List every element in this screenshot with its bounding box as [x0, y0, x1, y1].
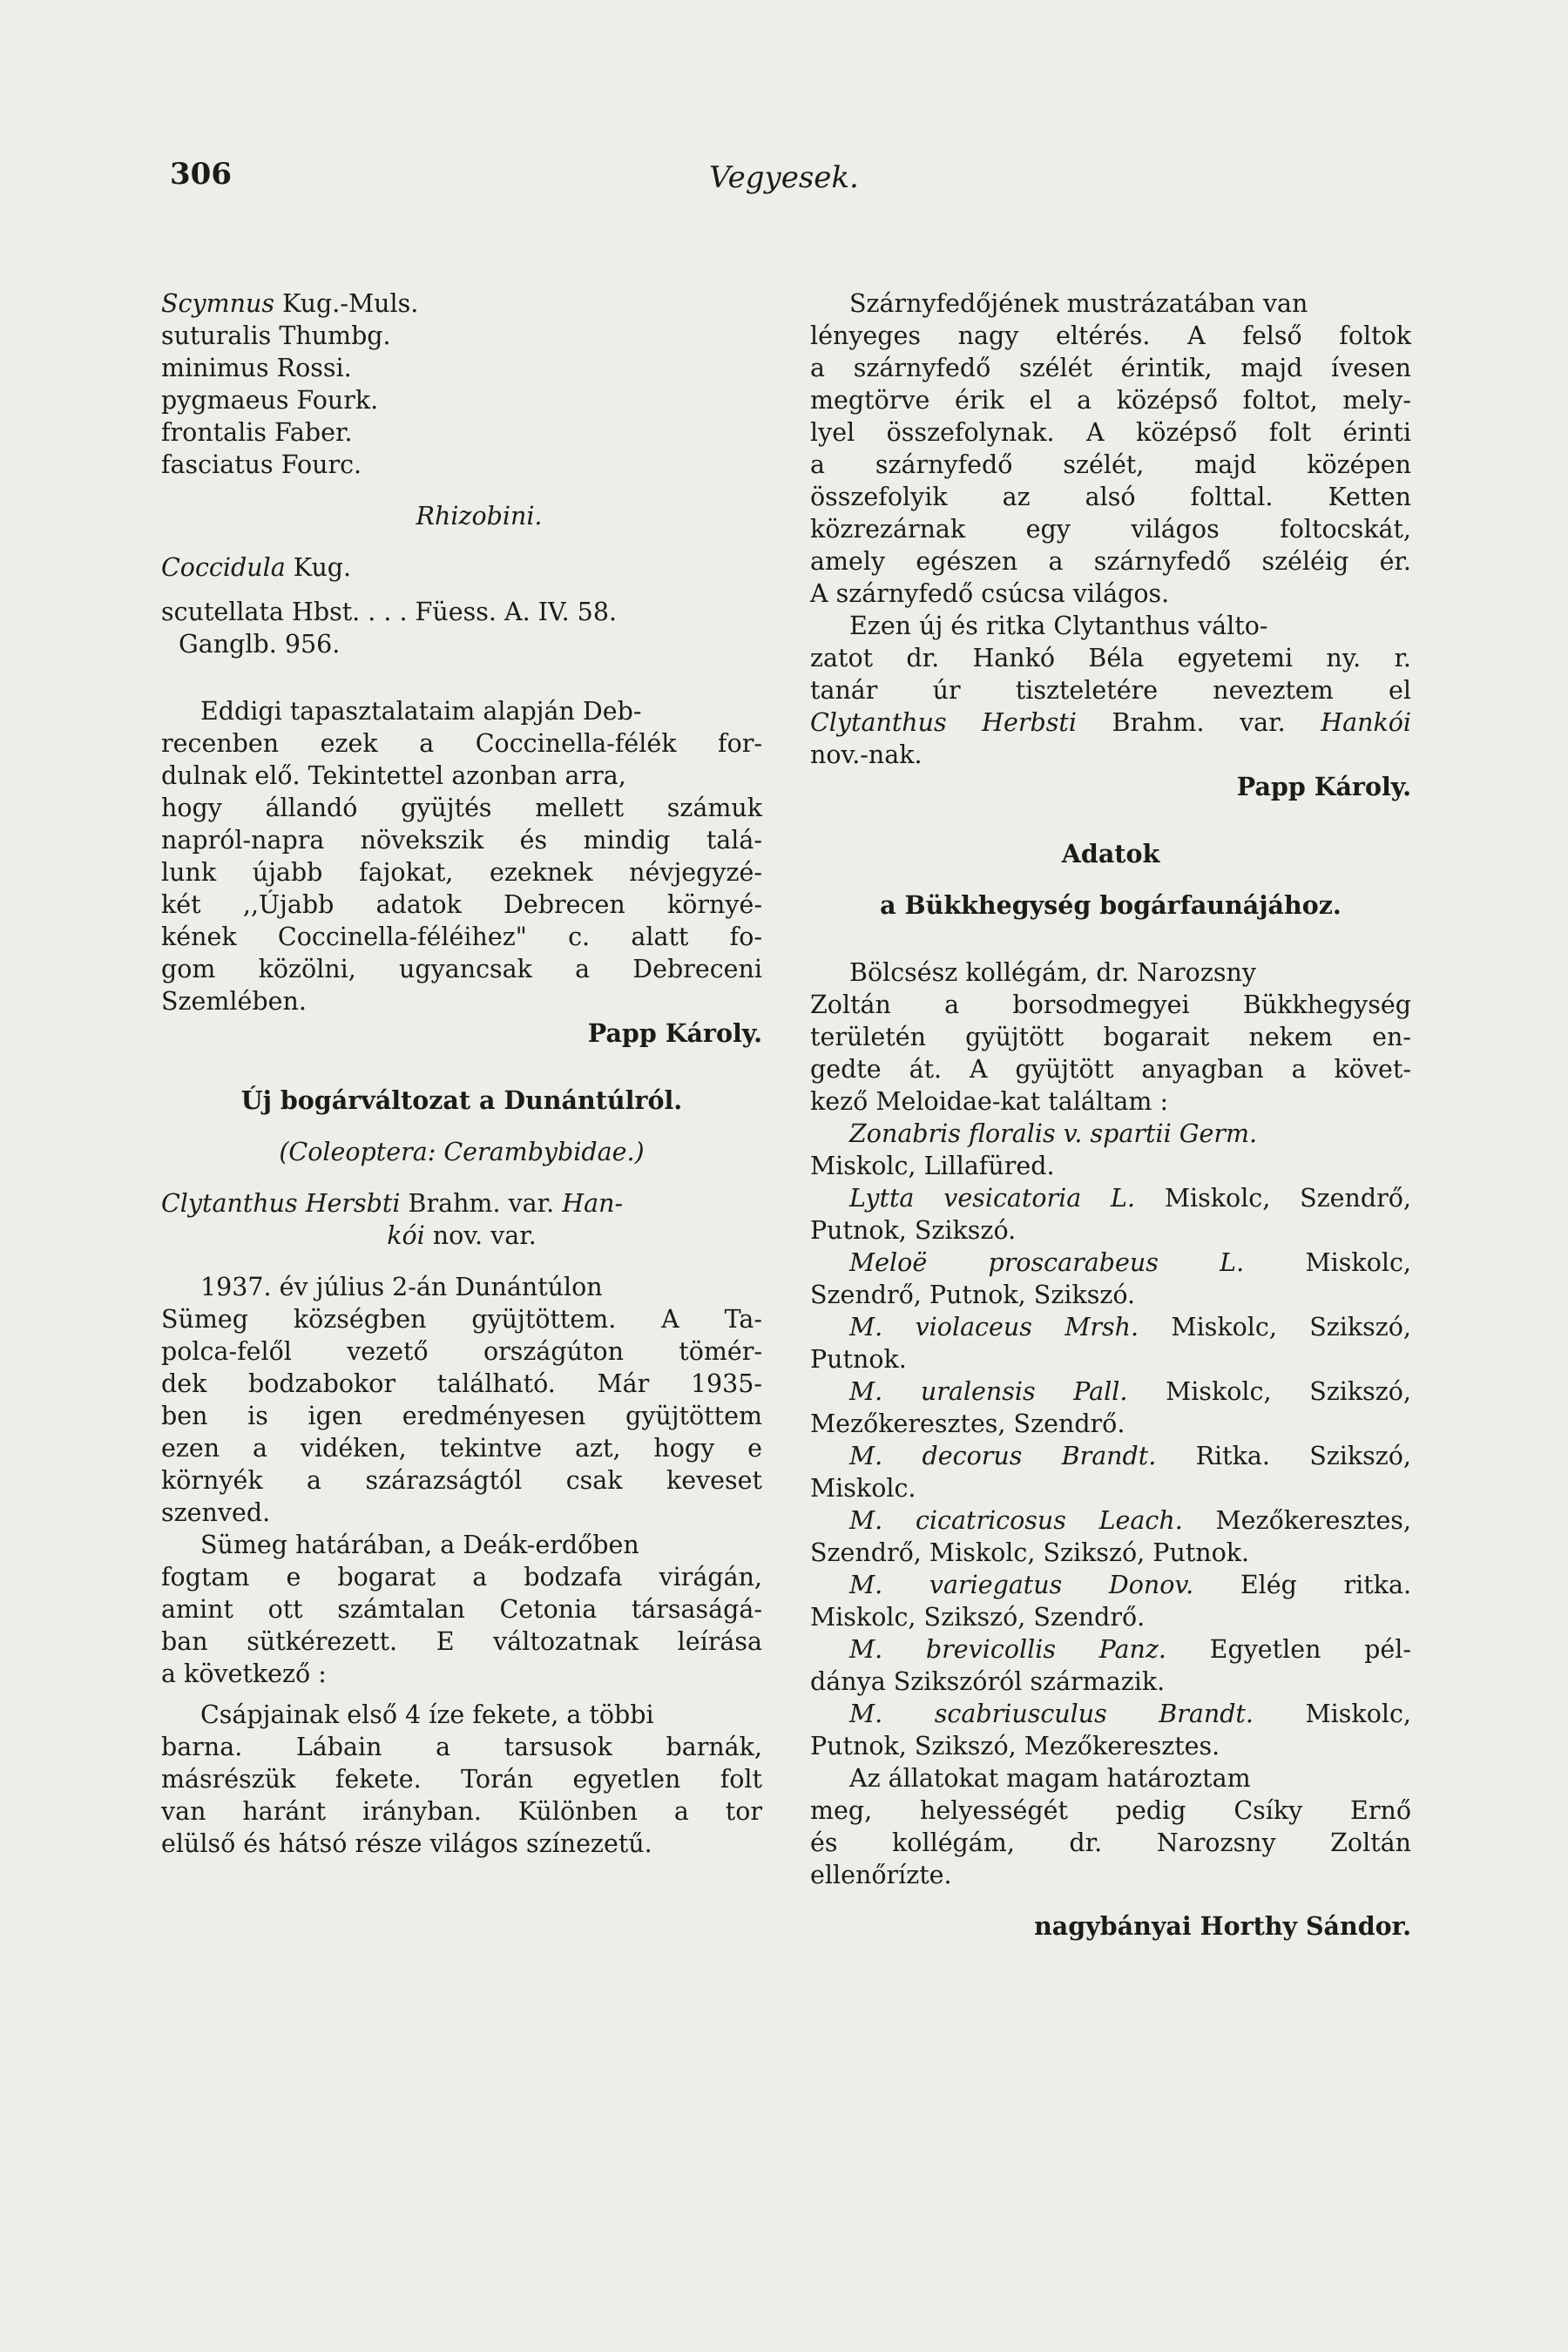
- species-name: Meloë proscarabeus L.: [849, 1248, 1245, 1277]
- text-line: [810, 706, 1411, 739]
- species-name: M. violaceus Mrsh.: [849, 1313, 1139, 1342]
- meloidae-list: [810, 1118, 1411, 1762]
- text-line: másrészük fekete. Torán egyetlen folt: [161, 1765, 762, 1794]
- text-line: napról-napra növekszik és mindig talá-: [161, 826, 762, 855]
- text-line: lyel összefolynak. A középső folt érinti: [810, 418, 1411, 447]
- right-column: [810, 287, 1411, 1943]
- species-name: M. scabriusculus Brandt.: [849, 1700, 1254, 1728]
- species-name: M. cicatricosus Leach.: [849, 1506, 1183, 1535]
- article-subheading-bukk: a Bükkhegység bogárfaunájához.: [880, 890, 1342, 920]
- paragraph-verification: [810, 1762, 1411, 1891]
- text-line: területén gyüjtött bogarait nekem en-: [810, 1023, 1411, 1051]
- text-line: barna. Lábain a tarsusok barnák,: [161, 1733, 762, 1761]
- text-line: lényeges nagy eltérés. A felső foltok: [810, 321, 1411, 350]
- text-line: a szárnyfedő szélét érintik, majd ívesen: [810, 354, 1411, 382]
- species-locations: Mezőkeresztes,: [1215, 1506, 1411, 1535]
- text-line: zatot dr. Hankó Béla egyetemi ny. r.: [810, 644, 1411, 672]
- text-line: hogy állandó gyüjtés mellett számuk: [161, 794, 762, 822]
- text-line: polca-felől vezető országúton tömér-: [161, 1337, 762, 1366]
- text-line: összefolyik az alsó folttal. Ketten: [810, 483, 1411, 511]
- text-line: Az állatokat magam határoztam: [849, 1764, 1251, 1793]
- text-line: tanár úr tiszteletére neveztem el: [810, 676, 1411, 705]
- signature-papp-2: Papp Károly.: [1236, 772, 1411, 801]
- text-line: kének Coccinella-féléihez" c. alatt fo-: [161, 923, 762, 951]
- text-line: amely egészen a szárnyfedő széléig ér.: [810, 547, 1411, 576]
- species-name: M. variegatus Donov.: [849, 1571, 1194, 1599]
- paragraph-sumeg: [161, 1271, 762, 1529]
- text-line: szenved.: [161, 1498, 271, 1527]
- list-item: [810, 1375, 1411, 1408]
- text-line: Zoltán a borsodmegyei Bükkhegység: [810, 990, 1411, 1019]
- list-item-locations: Szendrő, Miskolc, Szikszó, Putnok.: [810, 1538, 1250, 1567]
- species-name: M. decorus Brandt.: [849, 1442, 1157, 1470]
- text-line: Szemlében.: [161, 987, 307, 1016]
- text-line: Ezen új és ritka Clytanthus válto-: [849, 612, 1268, 640]
- text-line: ezen a vidéken, tekintve azt, hogy e: [161, 1434, 762, 1463]
- genus-scymnus: Scymnus Kug.-Muls.: [161, 289, 419, 318]
- genus-coccidula: Coccidula Kug.: [161, 553, 352, 582]
- text-line: Eddigi tapasztalataim alapján Deb-: [200, 697, 642, 726]
- list-item-locations: Miskolc, Lillafüred.: [810, 1152, 1055, 1180]
- list-item: [810, 1247, 1411, 1279]
- paragraph-naming: [810, 610, 1411, 771]
- text-line: lunk újabb fajokat, ezeknek névjegyzé-: [161, 858, 762, 887]
- paragraph-debrecen: [161, 695, 762, 1017]
- text-line: megtörve érik el a középső foltot, mely-: [810, 386, 1411, 415]
- list-item-locations: Miskolc, Szikszó, Szendrő.: [810, 1603, 1146, 1632]
- text-line: Sümeg községben gyüjtöttem. A Ta-: [161, 1305, 762, 1334]
- species-name: M. uralensis Pall.: [849, 1377, 1128, 1406]
- list-item: [810, 1182, 1411, 1214]
- text-line: gedte át. A gyüjtött anyagban a követ-: [810, 1055, 1411, 1084]
- species-locations: Egyetlen pél-: [1209, 1635, 1411, 1664]
- species-locations: Miskolc, Szendrő,: [1164, 1184, 1411, 1213]
- taxon-line-2: kói nov. var.: [387, 1221, 537, 1250]
- text-line: Sümeg határában, a Deák-erdőben: [200, 1531, 639, 1559]
- species-locations: Miskolc,: [1305, 1700, 1411, 1728]
- text-line: dulnak elő. Tekintettel azonban arra,: [161, 761, 626, 790]
- text-line: ban sütkérezett. E változatnak leírása: [161, 1627, 762, 1656]
- list-item: [810, 1569, 1411, 1601]
- text-line: meg, helyességét pedig Csíky Ernő: [810, 1796, 1411, 1825]
- list-item: [810, 1633, 1411, 1666]
- list-item-locations: Mezőkeresztes, Szendrő.: [810, 1409, 1125, 1438]
- section-rhizobini: Rhizobini.: [416, 502, 543, 531]
- list-item-locations: Putnok, Szikszó.: [810, 1216, 1017, 1245]
- text-line: kező Meloidae-kat találtam :: [810, 1087, 1169, 1116]
- species-list: [161, 320, 762, 481]
- list-item: Zonabris floralis v. spartii Germ.: [849, 1119, 1258, 1148]
- list-item: [810, 1311, 1411, 1343]
- species-item: suturalis Thumbg.: [161, 321, 391, 350]
- text-line: Szárnyfedőjének mustrázatában van: [849, 289, 1308, 318]
- list-item-locations: Putnok.: [810, 1345, 907, 1374]
- text-line: elülső és hátsó része világos színezetű.: [161, 1829, 652, 1858]
- paragraph-deak-erdo: [161, 1529, 762, 1690]
- signature-papp-1: Papp Károly.: [587, 1018, 762, 1048]
- taxon-author: Brahm. var.: [1112, 708, 1286, 737]
- taxon-variety: Hankói: [1321, 708, 1412, 737]
- left-column: [161, 287, 762, 1860]
- species-scutellata: scutellata Hbst. . . . Füess. A. IV. 58.: [161, 598, 618, 626]
- text-line: amint ott számtalan Cetonia társaságá-: [161, 1595, 762, 1624]
- text-line: gom közölni, ugyancsak a Debreceni: [161, 955, 762, 983]
- species-name: Lytta vesicatoria L.: [849, 1184, 1136, 1213]
- text-line: Bölcsész kollégám, dr. Narozsny: [849, 958, 1256, 987]
- species-name: M. brevicollis Panz.: [849, 1635, 1166, 1664]
- taxon-line-1: Clytanthus Hersbti Brahm. var. Han-: [161, 1189, 624, 1218]
- species-item: minimus Rossi.: [161, 354, 352, 382]
- text-line: környék a szárazságtól csak keveset: [161, 1466, 762, 1495]
- species-locations: Elég ritka.: [1240, 1571, 1412, 1599]
- species-item: fasciatus Fourc.: [161, 450, 362, 479]
- taxon-name: Clytanthus Herbsti: [810, 708, 1077, 737]
- text-line: két ,,Újabb adatok Debrecen környé-: [161, 890, 762, 919]
- text-line: és kollégám, dr. Narozsny Zoltán: [810, 1828, 1411, 1857]
- page-header: [0, 157, 1568, 209]
- list-item-locations: Miskolc.: [810, 1474, 916, 1503]
- text-line: ellenőrízte.: [810, 1861, 952, 1889]
- paragraph-description: [161, 1699, 762, 1860]
- list-item: [810, 1504, 1411, 1537]
- text-line: dek bodzabokor található. Már 1935-: [161, 1369, 762, 1398]
- text-line: 1937. év július 2-án Dunántúlon: [200, 1273, 603, 1301]
- species-item: pygmaeus Fourk.: [161, 386, 379, 415]
- list-item: [810, 1698, 1411, 1730]
- article-heading-new-variety: Új bogárváltozat a Dunántúlról.: [240, 1085, 683, 1115]
- paragraph-narozsny: [810, 956, 1411, 1118]
- text-line: nov.-nak.: [810, 740, 923, 769]
- text-line: Csápjainak első 4 íze fekete, a többi: [200, 1700, 654, 1729]
- text-line: közrezárnak egy világos foltocskát,: [810, 515, 1411, 544]
- text-line: ben is igen eredményesen gyüjtöttem: [161, 1402, 762, 1430]
- list-item-locations: Putnok, Szikszó, Mezőkeresztes.: [810, 1732, 1220, 1761]
- species-locations: Ritka. Szikszó,: [1195, 1442, 1411, 1470]
- species-locations: Miskolc, Szikszó,: [1166, 1377, 1411, 1406]
- species-locations: Miskolc, Szikszó,: [1171, 1313, 1411, 1342]
- signature-horthy: nagybányai Horthy Sándor.: [1034, 1911, 1411, 1941]
- species-locations: Miskolc,: [1305, 1248, 1411, 1277]
- list-item: [810, 1440, 1411, 1472]
- text-line: a következő :: [161, 1659, 327, 1688]
- text-line: a szárnyfedő szélét, majd középen: [810, 450, 1411, 479]
- list-item-locations: Szendrő, Putnok, Szikszó.: [810, 1281, 1136, 1309]
- running-title: Vegyesek.: [709, 160, 859, 195]
- text-line: A szárnyfedő csúcsa világos.: [810, 579, 1170, 608]
- text-line: recenben ezek a Coccinella-félék for-: [161, 729, 762, 758]
- article-heading-adatok: Adatok: [1061, 839, 1160, 868]
- text-line: fogtam e bogarat a bodzafa virágán,: [161, 1563, 762, 1592]
- species-item: frontalis Faber.: [161, 418, 353, 447]
- paragraph-pattern: [810, 287, 1411, 610]
- article-subheading-taxon: (Coleoptera: Cerambybidae.): [279, 1138, 645, 1166]
- text-line: van haránt irányban. Különben a tor: [161, 1797, 762, 1826]
- species-scutellata-ref: Ganglb. 956.: [179, 630, 341, 659]
- page-number: 306: [170, 157, 232, 192]
- list-item-locations: dánya Szikszóról származik.: [810, 1667, 1166, 1696]
